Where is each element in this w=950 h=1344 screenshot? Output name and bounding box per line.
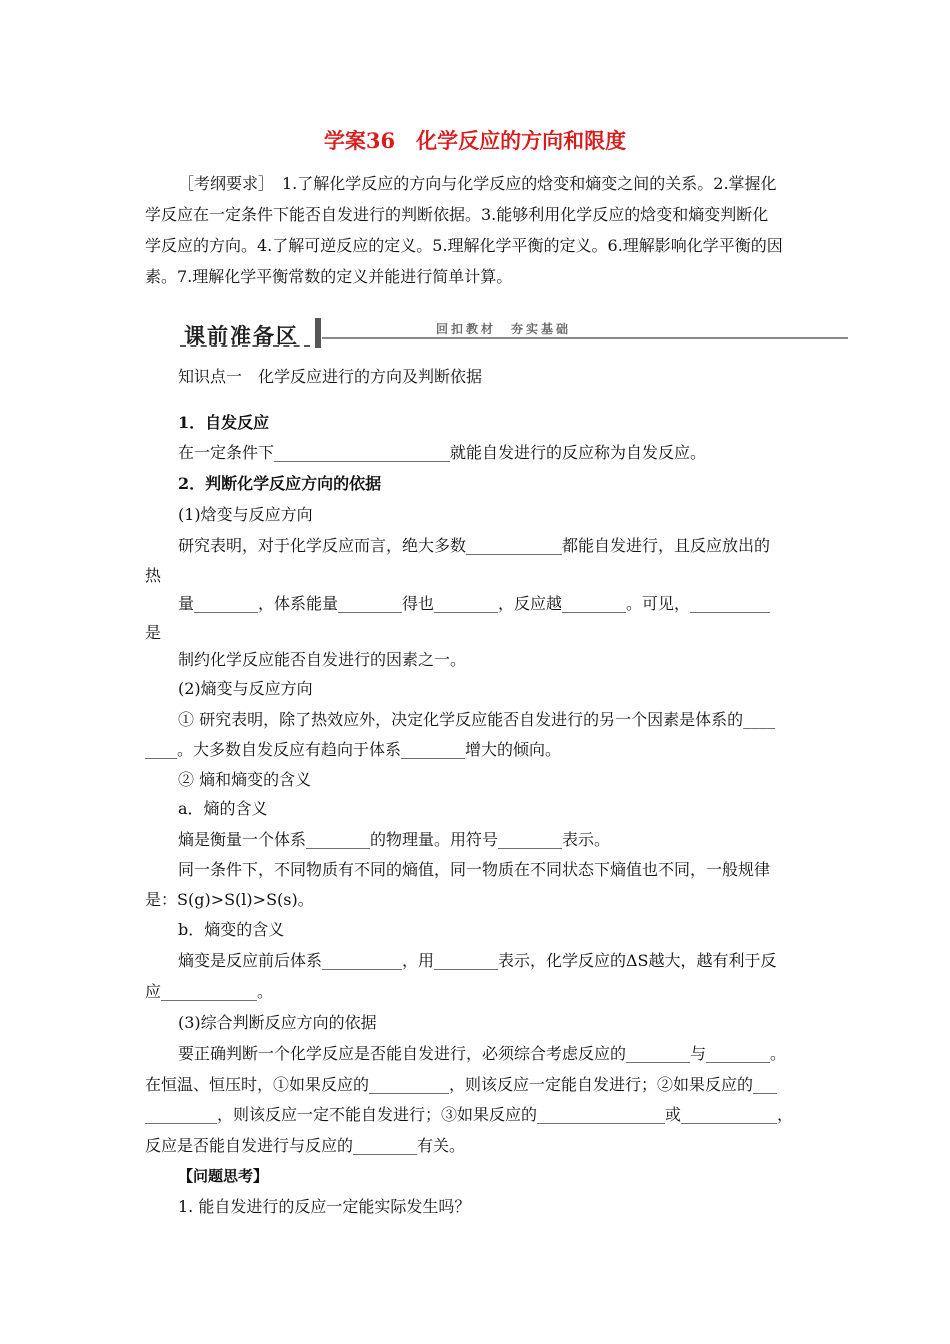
section-heading: 2．判断化学反应方向的依据	[178, 474, 382, 493]
requirements-line: ［考纲要求］ 1.了解化学反应的方向与化学反应的焓变和熵变之间的关系。2.掌握化	[178, 174, 777, 193]
page-title: 学案36 化学反应的方向和限度	[323, 128, 627, 153]
body-line: 同一条件下，不同物质有不同的熵值，同一物质在不同状态下熵值也不同，一般规律	[178, 860, 771, 879]
section-banner-title: 课前准备区	[184, 324, 299, 348]
requirements-line: 素。7.理解化学平衡常数的定义并能进行简单计算。	[145, 267, 513, 286]
body-line: a．熵的含义	[178, 799, 268, 818]
body-line: b．熵变的含义	[178, 920, 285, 939]
subsection-heading: (3)综合判断反应方向的依据	[178, 1013, 377, 1032]
body-line: ② 熵和熵变的含义	[178, 770, 312, 789]
section-heading: 1．自发反应	[178, 413, 270, 432]
subsection-heading: (1)焓变与反应方向	[178, 505, 313, 524]
knowledge-point-heading: 知识点一 化学反应进行的方向及判断依据	[178, 367, 483, 386]
banner-rule	[322, 337, 848, 339]
body-line: 熵是衡量一个体系________的物理量。用符号________表示。	[178, 830, 611, 849]
section-banner	[178, 318, 318, 348]
body-line: 量________，体系能量________得也________，反应越________。可见，__________	[178, 594, 771, 613]
body-line: 要正确判断一个化学反应是否能自发进行，必须综合考虑反应的________与________。	[178, 1044, 787, 1063]
body-line: 在一定条件下______________________就能自发进行的反应称为自发反应。	[178, 443, 707, 462]
body-line: 是	[145, 623, 162, 642]
body-line: 应____________。	[145, 982, 274, 1001]
body-line: 研究表明，对于化学反应而言，绝大多数____________都能自发进行，且反应放出的	[178, 536, 771, 555]
body-line: _________，则该反应一定不能自发进行；③如果反应的________________或____________，	[145, 1105, 794, 1124]
body-line: ____。大多数自发反应有趋向于体系________增大的倾向。	[145, 740, 562, 759]
body-line: 反应是否能自发进行与反应的________有关。	[145, 1136, 466, 1155]
body-line: 热	[145, 566, 162, 585]
banner-divider-bar	[315, 318, 321, 348]
body-line: 是：S(g)>S(l)>S(s)。	[145, 890, 314, 909]
body-line: 在恒温、恒压时，①如果反应的__________，则该反应一定能自发进行；②如果反应的___	[145, 1075, 778, 1094]
section-banner-subtitle: 回扣教材 夯实基础	[436, 322, 572, 336]
question-heading: 【问题思考】	[178, 1167, 269, 1185]
body-line: ① 研究表明，除了热效应外，决定化学反应能否自发进行的另一个因素是体系的____	[178, 710, 776, 729]
banner-dashed-underline	[180, 345, 310, 347]
question-item: 1. 能自发进行的反应一定能实际发生吗？	[178, 1197, 471, 1216]
requirements-line: 学反应在一定条件下能否自发进行的判断依据。3.能够利用化学反应的焓变和熵变判断化	[145, 205, 769, 224]
body-line: 熵变是反应前后体系__________，用________表示，化学反应的ΔS越大，越有利于反	[178, 951, 777, 970]
subsection-heading: (2)熵变与反应方向	[178, 679, 313, 698]
body-line: 制约化学反应能否自发进行的因素之一。	[178, 650, 467, 669]
requirements-line: 学反应的方向。4.了解可逆反应的定义。5.理解化学平衡的定义。6.理解影响化学平衡的因	[145, 236, 783, 255]
